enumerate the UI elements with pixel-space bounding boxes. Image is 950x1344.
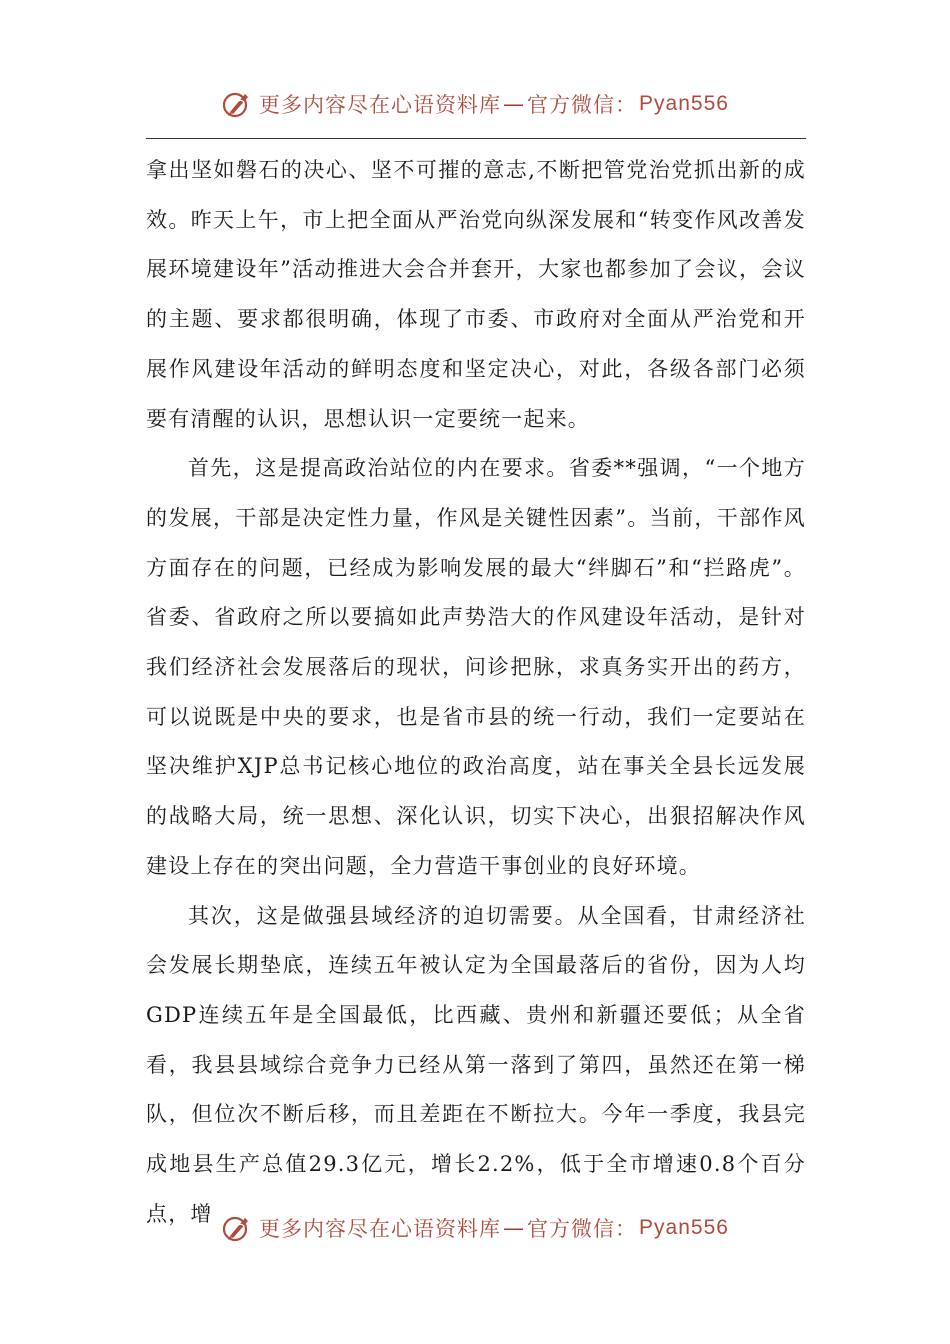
quill-pen-circle-icon xyxy=(221,88,253,120)
banner-wechat-label: 官方微信： xyxy=(527,1217,638,1241)
header-banner xyxy=(0,84,950,124)
banner-wechat-id: Pyan556 xyxy=(639,1216,729,1239)
footer-banner xyxy=(0,1208,950,1248)
banner-title: 更多内容尽在心语资料库 xyxy=(259,1217,502,1241)
banner-separator: — xyxy=(503,92,526,116)
banner-separator: — xyxy=(503,1216,526,1240)
banner-wechat-label: 官方微信： xyxy=(527,93,638,117)
banner-wechat-id: Pyan556 xyxy=(639,92,729,115)
paragraph-2: 首先，这是提高政治站位的内在要求。省委**强调，“一个地方的发展，干部是决定性力量，作风是关键性因素”。当前，干部作风方面存在的问题，已经成为影响发展的最大“绊脚石”和“拦路虎”。省委、省政府之所以要搞如此声势浩大的作风建设年活动，是针对我们经济社会发展落后的现状，问诊把脉，求真务实开出的药方，可以说既是中央的要求，也是省市县的统一行动，我们一定要站在坚决维护XJP总书记核心地位的政治高度，站在事关全县长远发展的战略大局，统一思想、深化认识，切实下决心，出狠招解决作风建设上存在的突出问题，全力营造干事创业的良好环境。 xyxy=(146,456,806,878)
paragraph-1: 拿出坚如磐石的决心、坚不可摧的意志,不断把管党治党抓出新的成效。昨天上午，市上把全面从严治党向纵深发展和“转变作风改善发展环境建设年”活动推进大会合并套开，大家也都参加了会议，会议的主题、要求都很明确，体现了市委、市政府对全面从严治党和开展作风建设年活动的鲜明态度和坚定决心，对此，各级各部门必须要有清醒的认识，思想认识一定要统一起来。 xyxy=(146,158,806,431)
quill-pen-circle-icon xyxy=(221,1212,253,1244)
header-rule xyxy=(146,138,806,139)
banner-title: 更多内容尽在心语资料库 xyxy=(259,93,502,117)
paragraph-3: 其次，这是做强县域经济的迫切需要。从全国看，甘肃经济社会发展长期垫底，连续五年被认定为全国最落后的省份，因为人均GDP连续五年是全国最低，比西藏、贵州和新疆还要低；从全省看，我县县域综合竞争力已经从第一落到了第四，虽然还在第一梯队，但位次不断后移，而且差距在不断拉大。今年一季度，我县完成地县生产总值29.3亿元，增长2.2%，低于全市增速0.8个百分点，增 xyxy=(146,903,806,1226)
document-body xyxy=(146,146,806,1239)
